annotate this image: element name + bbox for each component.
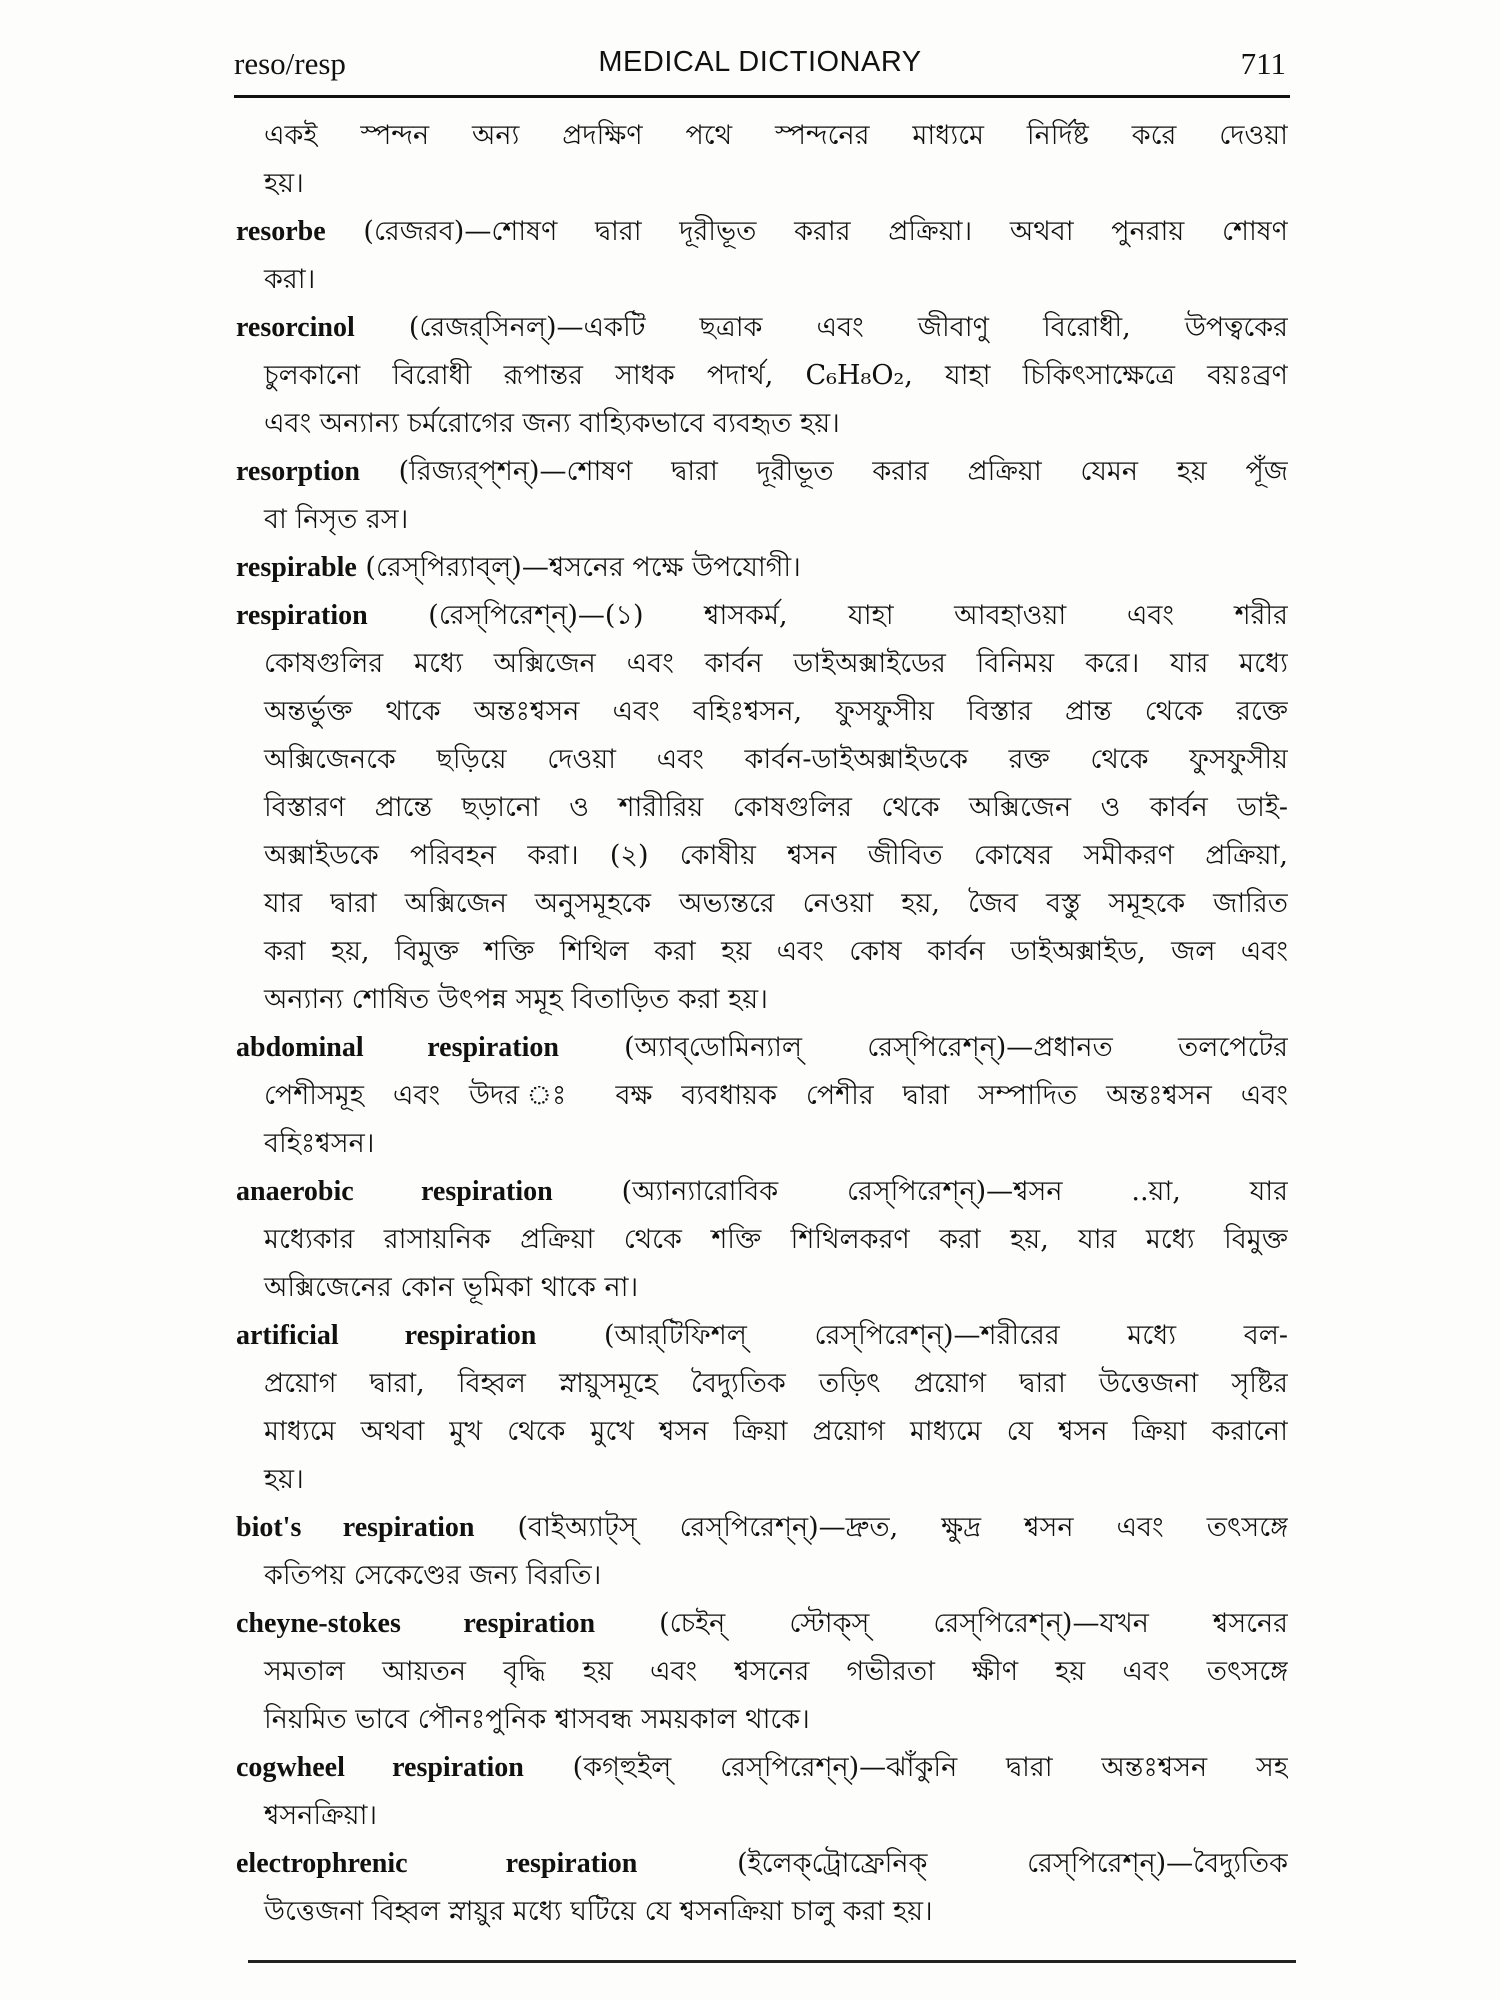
entry-definition-text: চুলকানো বিরোধী রূপান্তর সাধক পদার্থ, C₆H₈O₂, যাহা চিকিৎসাক্ষেত্রে বয়ঃব্রণ <box>264 360 1288 391</box>
entry-line <box>236 592 1288 640</box>
entry-definition-text: (রেস্‌পিরেশ্‌ন্‌)—(১) শ্বাসকর্ম, যাহা আবহাওয়া এবং শরীর <box>428 600 1288 631</box>
entry-headword: resorption <box>236 456 360 487</box>
entry-definition-text: একই স্পন্দন অন্য প্রদক্ষিণ পথে স্পন্দনের মাধ্যমে নির্দিষ্ট করে দেওয়া <box>264 120 1288 151</box>
entry-line <box>236 1216 1288 1264</box>
entry-line <box>236 256 1288 304</box>
entry-line <box>236 448 1288 496</box>
entry-definition-text: (ইলেক্‌ট্রোফ্রেনিক্‌ রেস্‌পিরেশ্‌ন্‌)—বৈদ্যুতিক <box>737 1848 1288 1879</box>
entry-line <box>236 928 1288 976</box>
entry-definition-text: বিস্তারণ প্রান্তে ছড়ানো ও শারীরিয় কোষগুলির থেকে অক্সিজেন ও কার্বন ডাই- <box>264 792 1288 823</box>
entry-definition-text: বা নিসৃত রস। <box>264 504 409 535</box>
entry-line <box>236 880 1288 928</box>
entry-headword: resorcinol <box>236 312 355 343</box>
entry-definition-text: মাধ্যমে অথবা মুখ থেকে মুখে শ্বসন ক্রিয়া প্রয়োগ মাধ্যমে যে শ্বসন ক্রিয়া করানো <box>264 1416 1288 1447</box>
entry-definition-text: অক্সাইডকে পরিবহন করা। (২) কোষীয় শ্বসন জীবিত কোষের সমীকরণ প্রক্রিয়া, <box>264 840 1288 871</box>
entry-line <box>236 736 1288 784</box>
entry-line <box>236 1024 1288 1072</box>
entry-definition-text: অন্যান্য শোষিত উৎপন্ন সমূহ বিতাড়িত করা হয়। <box>264 984 768 1015</box>
entry-headword: respirable <box>236 552 357 583</box>
entry-line <box>236 832 1288 880</box>
entry-definition-text: (বাইঅ্যাট্‌স্‌ রেস্‌পিরেশ্‌ন্‌)—দ্রুত, ক্ষুদ্র শ্বসন এবং তৎসঙ্গে <box>517 1512 1288 1543</box>
entry-line <box>236 496 1288 544</box>
entry-line <box>236 688 1288 736</box>
entry-line <box>236 1888 1288 1936</box>
entry-line <box>236 1552 1288 1600</box>
dictionary-entry <box>236 1744 1288 1840</box>
entry-definition-text: যার দ্বারা অক্সিজেন অনুসমূহকে অভ্যন্তরে নেওয়া হয়, জৈব বস্তু সমূহকে জারিত <box>264 888 1288 919</box>
entry-line <box>236 1648 1288 1696</box>
dictionary-entry <box>236 112 1288 208</box>
entry-headword: abdominal respiration <box>236 1032 559 1063</box>
entry-line <box>236 1072 1288 1120</box>
entry-line <box>236 1264 1288 1312</box>
entry-definition-text: অক্সিজেনকে ছড়িয়ে দেওয়া এবং কার্বন-ডাইঅক্সাইডকে রক্ত থেকে ফুসফুসীয় <box>264 744 1288 775</box>
entry-line <box>236 784 1288 832</box>
entry-line <box>236 1504 1288 1552</box>
dictionary-entry <box>236 592 1288 1024</box>
dictionary-entry <box>236 304 1288 448</box>
entry-headword: electrophrenic respiration <box>236 1848 638 1879</box>
entry-line <box>236 1792 1288 1840</box>
header-title: MEDICAL DICTIONARY <box>598 46 922 78</box>
entry-definition-text: মধ্যেকার রাসায়নিক প্রক্রিয়া থেকে শক্তি শিথিলকরণ করা হয়, যার মধ্যে বিমুক্ত <box>264 1224 1288 1255</box>
entry-line <box>236 1360 1288 1408</box>
running-header <box>234 46 1286 86</box>
entry-line <box>236 640 1288 688</box>
entry-line <box>236 1120 1288 1168</box>
page-number: 711 <box>1240 46 1286 81</box>
entry-definition-text: উত্তেজনা বিহ্বল স্নায়ুর মধ্যে ঘটিয়ে যে শ্বসনক্রিয়া চালু করা হয়। <box>264 1896 933 1927</box>
entry-definition-text: করা। <box>264 264 316 295</box>
entry-definition-text: (অ্যান্যারোবিক রেস্‌পিরেশ্‌ন্‌)—শ্বসন ..য়া, যার <box>621 1176 1288 1207</box>
entry-headword: cheyne-stokes respiration <box>236 1608 596 1639</box>
entry-definition-text: (রিজ্যর্‌প্‌শন্‌)—শোষণ দ্বারা দূরীভূত করার প্রক্রিয়া যেমন হয় পূঁজ <box>398 456 1288 487</box>
entry-definition-text: সমতাল আয়তন বৃদ্ধি হয় এবং শ্বসনের গভীরতা ক্ষীণ হয় এবং তৎসঙ্গে <box>264 1656 1288 1687</box>
entry-line <box>236 1408 1288 1456</box>
entry-definition-text: (রেস্‌পির‍্যাব্‌ল্‌)—শ্বসনের পক্ষে উপযোগী। <box>365 552 801 583</box>
entry-line <box>236 976 1288 1024</box>
entry-definition-text: (কগ্‌হুইল্‌ রেস্‌পিরেশ্‌ন্‌)—ঝাঁকুনি দ্বারা অন্তঃশ্বসন সহ <box>572 1752 1288 1783</box>
entry-line <box>236 112 1288 160</box>
entry-line <box>236 1840 1288 1888</box>
entry-headword: artificial respiration <box>236 1320 537 1351</box>
dictionary-entry <box>236 1312 1288 1504</box>
dictionary-entry <box>236 1840 1288 1936</box>
entry-definition-text: এবং অন্যান্য চর্মরোগের জন্য বাহ্যিকভাবে ব্যবহৃত হয়। <box>264 408 840 439</box>
entry-line <box>236 1456 1288 1504</box>
entry-line <box>236 1744 1288 1792</box>
entry-definition-text: শ্বসনক্রিয়া। <box>264 1800 378 1831</box>
entry-definition-text: (চেইন্‌ স্টোক্‌স্‌ রেস্‌পিরেশ্‌ন্‌)—যখন শ্বসনের <box>659 1608 1288 1639</box>
dictionary-entry <box>236 208 1288 304</box>
entry-definition-text: হয়। <box>264 168 304 199</box>
entry-headword: cogwheel respiration <box>236 1752 524 1783</box>
entry-definition-text: অক্সিজেনের কোন ভূমিকা থাকে না। <box>264 1272 639 1303</box>
entry-definition-text: হয়। <box>264 1464 304 1495</box>
dictionary-entry <box>236 1024 1288 1168</box>
entry-line <box>236 352 1288 400</box>
entry-definition-text: (রেজরব)—শোষণ দ্বারা দূরীভূত করার প্রক্রিয়া। অথবা পুনরায় শোষণ <box>363 216 1288 247</box>
entry-definition-text: কতিপয় সেকেণ্ডের জন্য বিরতি। <box>264 1560 602 1591</box>
entry-line <box>236 304 1288 352</box>
entry-definition-text: (অ্যাব্‌ডোমিন্যাল্‌ রেস্‌পিরেশ্‌ন্‌)—প্রধানত তলপেটের <box>624 1032 1288 1063</box>
dictionary-entry <box>236 1504 1288 1600</box>
dictionary-entry <box>236 448 1288 544</box>
entry-line <box>236 1696 1288 1744</box>
dictionary-entry <box>236 544 1288 592</box>
dictionary-body <box>236 112 1288 1936</box>
entry-definition-text: প্রয়োগ দ্বারা, বিহ্বল স্নায়ুসমূহে বৈদ্যুতিক তড়িৎ প্রয়োগ দ্বারা উত্তেজনা সৃষ্টির <box>264 1368 1288 1399</box>
entry-definition-text: (আর্‌টিফিশল্‌ রেস্‌পিরেশ্‌ন্‌)—শরীরের মধ্যে বল- <box>604 1320 1288 1351</box>
dictionary-entry <box>236 1600 1288 1744</box>
entry-headword: anaerobic respiration <box>236 1176 553 1207</box>
entry-definition-text: বহিঃশ্বসন। <box>264 1128 375 1159</box>
entry-line <box>236 544 1288 592</box>
entry-line <box>236 1600 1288 1648</box>
entry-definition-text: অন্তর্ভুক্ত থাকে অন্তঃশ্বসন এবং বহিঃশ্বসন, ফুসফুসীয় বিস্তার প্রান্ত থেকে রক্তে <box>264 696 1288 727</box>
entry-headword: resorbe <box>236 216 326 247</box>
entry-line <box>236 400 1288 448</box>
entry-line <box>236 1168 1288 1216</box>
entry-line <box>236 208 1288 256</box>
entry-headword: respiration <box>236 600 368 631</box>
footer-rule <box>248 1960 1296 1963</box>
entry-definition-text: পেশীসমূহ এবং উদর ঃ বক্ষ ব্যবধায়ক পেশীর দ্বারা সম্পাদিত অন্তঃশ্বসন এবং <box>264 1080 1288 1111</box>
dictionary-entry <box>236 1168 1288 1312</box>
entry-line <box>236 160 1288 208</box>
entry-headword: biot's respiration <box>236 1512 475 1543</box>
entry-line <box>236 1312 1288 1360</box>
entry-definition-text: কোষগুলির মধ্যে অক্সিজেন এবং কার্বন ডাইঅক্সাইডের বিনিময় করে। যার মধ্যে <box>264 648 1288 679</box>
header-guide-words: reso/resp <box>234 46 346 81</box>
entry-definition-text: করা হয়, বিমুক্ত শক্তি শিথিল করা হয় এবং কোষ কার্বন ডাইঅক্সাইড, জল এবং <box>264 936 1288 967</box>
header-rule <box>234 95 1290 98</box>
entry-definition-text: (রেজর্‌সিনল্‌)—একটি ছত্রাক এবং জীবাণু বিরোধী, উপত্বকের <box>408 312 1288 343</box>
entry-definition-text: নিয়মিত ভাবে পৌনঃপুনিক শ্বাসবন্ধ সময়কাল থাকে। <box>264 1704 810 1735</box>
